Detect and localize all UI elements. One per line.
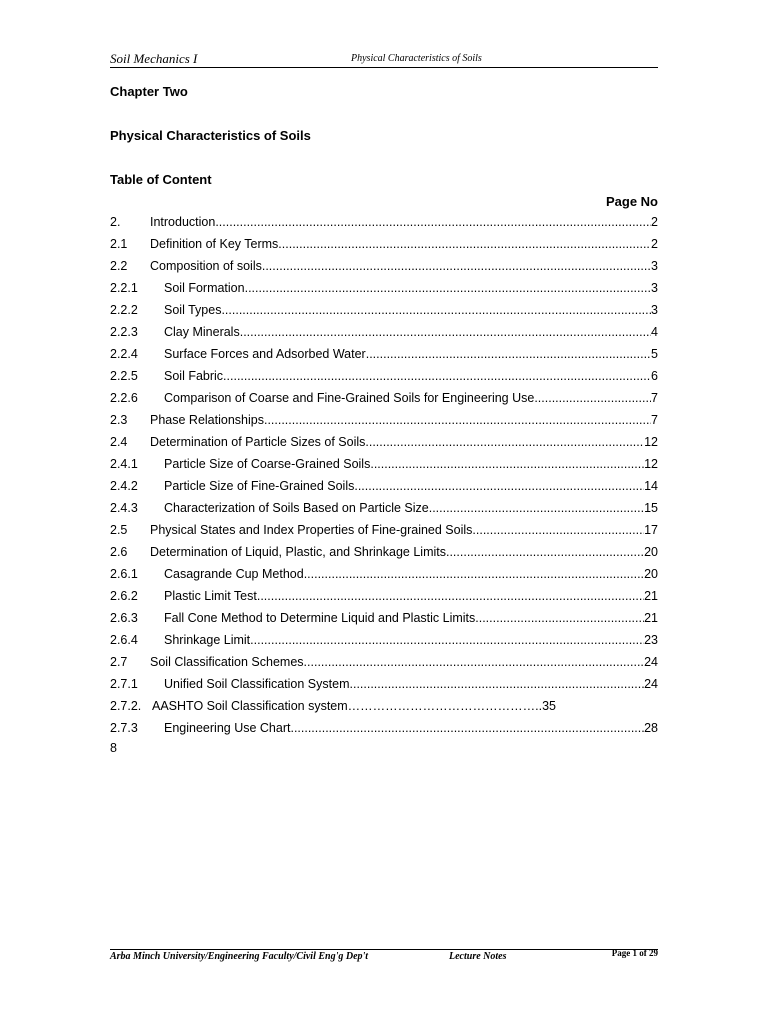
- toc-entry[interactable]: [110, 431, 658, 453]
- toc-title: Table of Content: [110, 172, 212, 187]
- toc-entry-number: 2.2.3: [110, 325, 138, 339]
- toc-entry-number: 2.2.2: [110, 303, 138, 317]
- toc-entry-page: 23: [644, 633, 658, 647]
- toc-leader-dots: [223, 369, 651, 383]
- toc-entry[interactable]: [110, 519, 658, 541]
- toc-entry-number: 2.4.3: [110, 501, 138, 515]
- toc-entry-number: 2.6.2: [110, 589, 138, 603]
- toc-leader-dots: [475, 611, 644, 625]
- toc-entry[interactable]: [110, 299, 658, 321]
- toc-entry-title: Particle Size of Coarse-Grained Soils: [164, 457, 371, 471]
- toc-entry-page: 24: [644, 655, 658, 669]
- toc-entry-number: 2.4: [110, 435, 128, 449]
- footer-page-number: Page 1 of 29: [611, 948, 658, 958]
- toc-entry-title: Determination of Liquid, Plastic, and Shrinkage Limits: [150, 545, 446, 559]
- toc-entry-page: 3: [651, 259, 658, 273]
- toc-entry-page: 20: [644, 567, 658, 581]
- toc-entry[interactable]: [110, 585, 658, 607]
- toc-entry[interactable]: [110, 343, 658, 365]
- toc-entry-title: Engineering Use Chart: [164, 721, 291, 735]
- toc-entry-title: Casagrande Cup Method: [164, 567, 304, 581]
- footer-institution: Arba Minch University/Engineering Faculty/Civil Eng'g Dep't: [110, 951, 369, 962]
- toc-entry[interactable]: [110, 387, 658, 409]
- toc-entry-number: 2.: [110, 215, 121, 229]
- toc-entry-page: 14: [644, 479, 658, 493]
- toc-entry-title: Characterization of Soils Based on Particle Size: [164, 501, 429, 515]
- toc-leader-dots: [366, 347, 651, 361]
- toc-leader-dots: [240, 325, 651, 339]
- toc-leader-dots: [472, 523, 644, 537]
- toc-entry[interactable]: [110, 453, 658, 475]
- footer-rule: [110, 949, 658, 950]
- toc-entry-page: 4: [651, 325, 658, 339]
- toc-leader-dots: [354, 479, 644, 493]
- toc-entry[interactable]: [110, 629, 658, 651]
- toc-entry-number: 2.6.1: [110, 567, 138, 581]
- toc-entry-page: 12: [644, 457, 658, 471]
- toc-entry-number: 2.3: [110, 413, 128, 427]
- toc-entry-title: Unified Soil Classification System: [164, 677, 350, 691]
- toc-entry[interactable]: [110, 695, 658, 717]
- toc-leader-dots: [534, 391, 651, 405]
- toc-entry-title: Physical States and Index Properties of Fine-grained Soils: [150, 523, 473, 537]
- toc-entry-number: 2.4.1: [110, 457, 138, 471]
- toc-entry[interactable]: [110, 409, 658, 431]
- toc-entry-title: Definition of Key Terms: [150, 237, 279, 251]
- toc-leader-dots: [350, 677, 645, 691]
- toc-entry[interactable]: [110, 541, 658, 563]
- toc-entry[interactable]: [110, 497, 658, 519]
- trailing-text: 8: [110, 741, 117, 755]
- toc-leader-dots: [429, 501, 644, 515]
- toc-leader-dots: [250, 633, 644, 647]
- toc-entry[interactable]: [110, 365, 658, 387]
- toc-entry-number: 2.2.4: [110, 347, 138, 361]
- toc-entry-title: Particle Size of Fine-Grained Soils: [164, 479, 355, 493]
- toc-entry-number: 2.6: [110, 545, 128, 559]
- toc-entry-title: Composition of soils: [150, 259, 262, 273]
- toc-entry-number: 2.2: [110, 259, 128, 273]
- toc-entry-title: Clay Minerals: [164, 325, 240, 339]
- header-course-title: Soil Mechanics I: [110, 51, 198, 66]
- toc-entry-page: 3: [651, 281, 658, 295]
- toc-leader-dots: [245, 281, 651, 295]
- toc-entry[interactable]: [110, 717, 658, 739]
- toc-leader-dots: [304, 567, 644, 581]
- toc-entry[interactable]: [110, 673, 658, 695]
- toc-leader-dots: [215, 215, 651, 229]
- toc-leader-dots: [257, 589, 644, 603]
- toc-entry-number: 2.7: [110, 655, 128, 669]
- toc-entry[interactable]: [110, 563, 658, 585]
- header-chapter-title: Physical Characteristics of Soils: [351, 53, 482, 64]
- toc-entry-title: Soil Types: [164, 303, 222, 317]
- toc-entry-page: 24: [644, 677, 658, 691]
- toc-entry-title: Comparison of Coarse and Fine-Grained Soils for Engineering Use: [164, 391, 535, 405]
- toc-leader-dots: [304, 655, 645, 669]
- toc-leader-dots: [365, 435, 644, 449]
- toc-entry-title: Shrinkage Limit: [164, 633, 251, 647]
- table-of-contents: [110, 211, 658, 739]
- toc-entry-page: 7: [651, 391, 658, 405]
- toc-leader-dots: [264, 413, 651, 427]
- toc-entry-title: Soil Classification Schemes: [150, 655, 304, 669]
- toc-entry-page: 2: [651, 237, 658, 251]
- toc-entry-number: 2.2.1: [110, 281, 138, 295]
- toc-entry[interactable]: [110, 321, 658, 343]
- toc-leader-dots: [290, 721, 644, 735]
- toc-entry-page: 6: [651, 369, 658, 383]
- chapter-heading: Chapter Two: [110, 84, 188, 99]
- toc-entry-title: Soil Formation: [164, 281, 245, 295]
- toc-entry-page: 20: [644, 545, 658, 559]
- toc-leader-dots: [278, 237, 651, 251]
- toc-entry-number: 2.7.3: [110, 721, 138, 735]
- chapter-subject: Physical Characteristics of Soils: [110, 128, 311, 143]
- toc-entry-title: AASHTO Soil Classification system………………………………………..35: [152, 699, 557, 713]
- toc-entry-title: Introduction: [150, 215, 216, 229]
- toc-leader-dots: [262, 259, 651, 273]
- footer-notes-label: Lecture Notes: [449, 951, 507, 962]
- toc-entry-page: 12: [644, 435, 658, 449]
- toc-leader-dots: [370, 457, 644, 471]
- toc-entry-page: 28: [644, 721, 658, 735]
- toc-entry-page: 7: [651, 413, 658, 427]
- toc-entry-page: 15: [644, 501, 658, 515]
- toc-entry-page: 2: [651, 215, 658, 229]
- toc-entry-number: 2.6.3: [110, 611, 138, 625]
- toc-entry-title: Plastic Limit Test: [164, 589, 257, 603]
- toc-entry-number: 2.4.2: [110, 479, 138, 493]
- toc-leader-dots: [221, 303, 651, 317]
- toc-entry-number: 2.5: [110, 523, 128, 537]
- toc-entry-title: Fall Cone Method to Determine Liquid and Plastic Limits: [164, 611, 476, 625]
- toc-entry-number: 2.7.1: [110, 677, 138, 691]
- toc-entry-number: 2.7.2.: [110, 699, 142, 713]
- toc-entry-number: 2.2.5: [110, 369, 138, 383]
- toc-entry-title: Phase Relationships: [150, 413, 264, 427]
- toc-entry-page: 17: [644, 523, 658, 537]
- toc-entry[interactable]: [110, 211, 658, 233]
- toc-entry-page: 3: [651, 303, 658, 317]
- toc-entry[interactable]: [110, 607, 658, 629]
- header-rule: [110, 67, 658, 68]
- toc-entry[interactable]: [110, 255, 658, 277]
- toc-entry[interactable]: [110, 651, 658, 673]
- toc-entry-title: Soil Fabric: [164, 369, 224, 383]
- toc-entry-title: Determination of Particle Sizes of Soils: [150, 435, 366, 449]
- toc-entry-number: 2.2.6: [110, 391, 138, 405]
- toc-entry-number: 2.6.4: [110, 633, 138, 647]
- toc-entry-page: 5: [651, 347, 658, 361]
- page-no-heading: Page No: [605, 194, 658, 209]
- toc-entry[interactable]: [110, 233, 658, 255]
- toc-entry-title: Surface Forces and Adsorbed Water: [164, 347, 366, 361]
- toc-entry-page: 21: [644, 589, 658, 603]
- toc-entry[interactable]: [110, 277, 658, 299]
- toc-leader-dots: [446, 545, 644, 559]
- toc-entry-page: 21: [644, 611, 658, 625]
- toc-entry-number: 2.1: [110, 237, 128, 251]
- toc-entry[interactable]: [110, 475, 658, 497]
